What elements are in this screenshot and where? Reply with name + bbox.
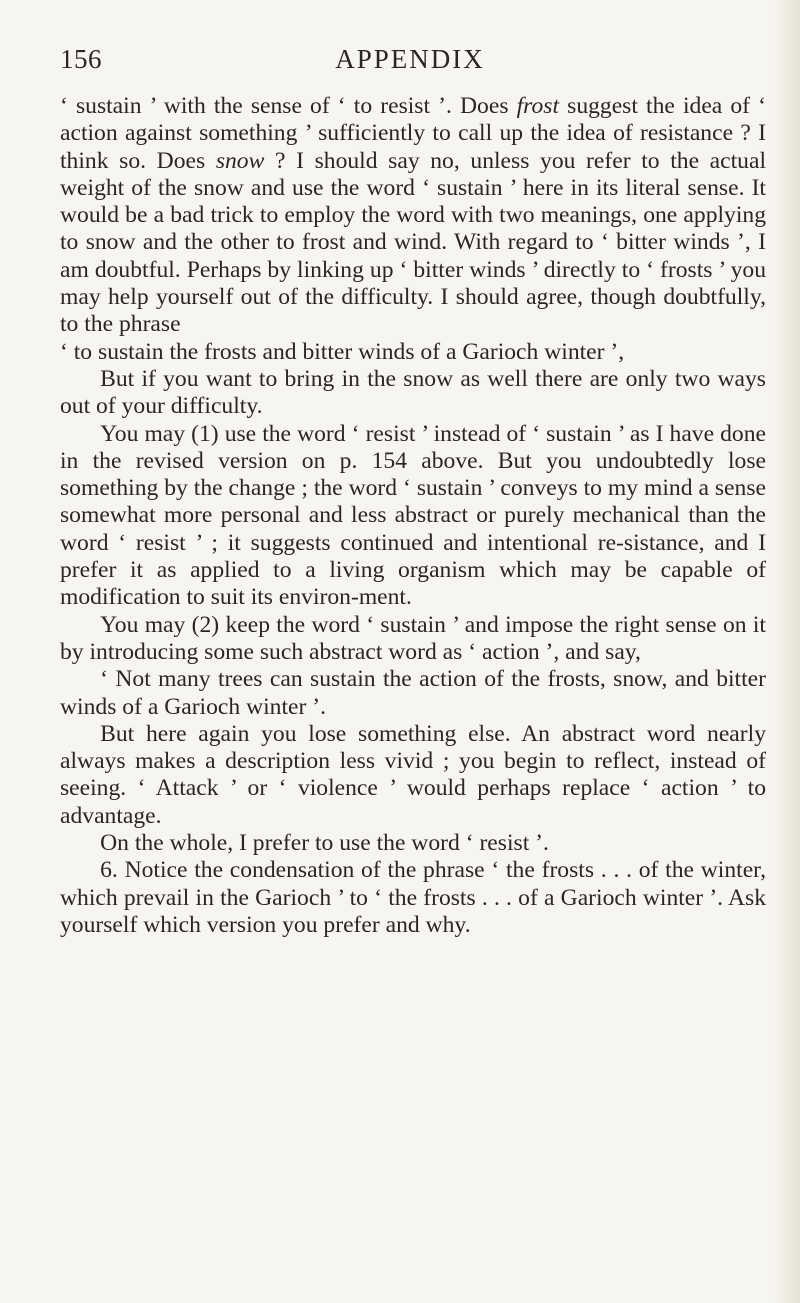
paragraph-text: ? I should say no, unless you refer to the actual weight of the snow and use the word ‘ sustain ’ here in its literal sense. It would be a bad trick to employ the word with two meanings, one applying to snow and the other to frost and wind. With regard to ‘ bitter winds ’, I am doubtful. Perhaps by linking up ‘ bitter winds ’ directly to ‘ frosts ’ you may help yourself out of the difficulty. I should agree, though doubtfully, to the phrase [60,147,767,338]
paragraph: On the whole, I prefer to use the word ‘ resist ’. [100,830,549,857]
paragraph-text: ‘ sustain ’ with the sense of ‘ to resist ’. Does [60,93,517,119]
paragraph [60,93,766,339]
paragraph: You may (1) use the word ‘ resist ’ instead of ‘ sustain ’ as I have done in the revised version on p. 154 above. But you undoubtedly lose something by the change ; the word ‘ sustain ’ conveys to my mind a sense somewhat more personal and less abstract or purely mechanical than the word ‘ resist ’ ; it suggests continued and intentional re-sistance, and I prefer it as applied to a living organism which may be capable of modification to suit its environ-ment. [60,420,766,611]
quoted-phrase: ‘ Not many trees can sustain the action of the frosts, snow, and bitter winds of a Garioch winter ’. [60,666,766,720]
italic-word: snow [215,147,265,174]
paragraph: You may (2) keep the word ‘ sustain ’ and impose the right sense on it by introducing some such abstract word as ‘ action ’, and say, [60,611,766,665]
paragraph: 6. Notice the condensation of the phrase ‘ the frosts . . . of the winter, which prevail in the Garioch ’ to ‘ the frosts . . . of a Garioch winter ’. Ask yourself which version you prefer and why. [60,857,766,938]
paragraph: But here again you lose something else. An abstract word nearly always makes a description less vivid ; you begin to reflect, instead of seeing. ‘ Attack ’ or ‘ violence ’ would perhaps replace ‘ action ’ to advantage. [60,720,766,829]
page-number: 156 [60,44,102,74]
paragraph: But if you want to bring in the snow as well there are only two ways out of your difficulty. [60,365,766,420]
paragraph-text: suggest the idea of ‘ action against something ’ sufficiently to call up the idea of resistance ? I think so. Does [60,93,766,174]
body-text [60,93,766,939]
page-edge-shadow [774,0,800,1303]
running-head: APPENDIX [335,44,485,74]
italic-word: frost [516,93,560,119]
page-header [60,44,760,84]
quoted-phrase: ‘ to sustain the frosts and bitter winds of a Garioch winter ’, [60,338,625,365]
